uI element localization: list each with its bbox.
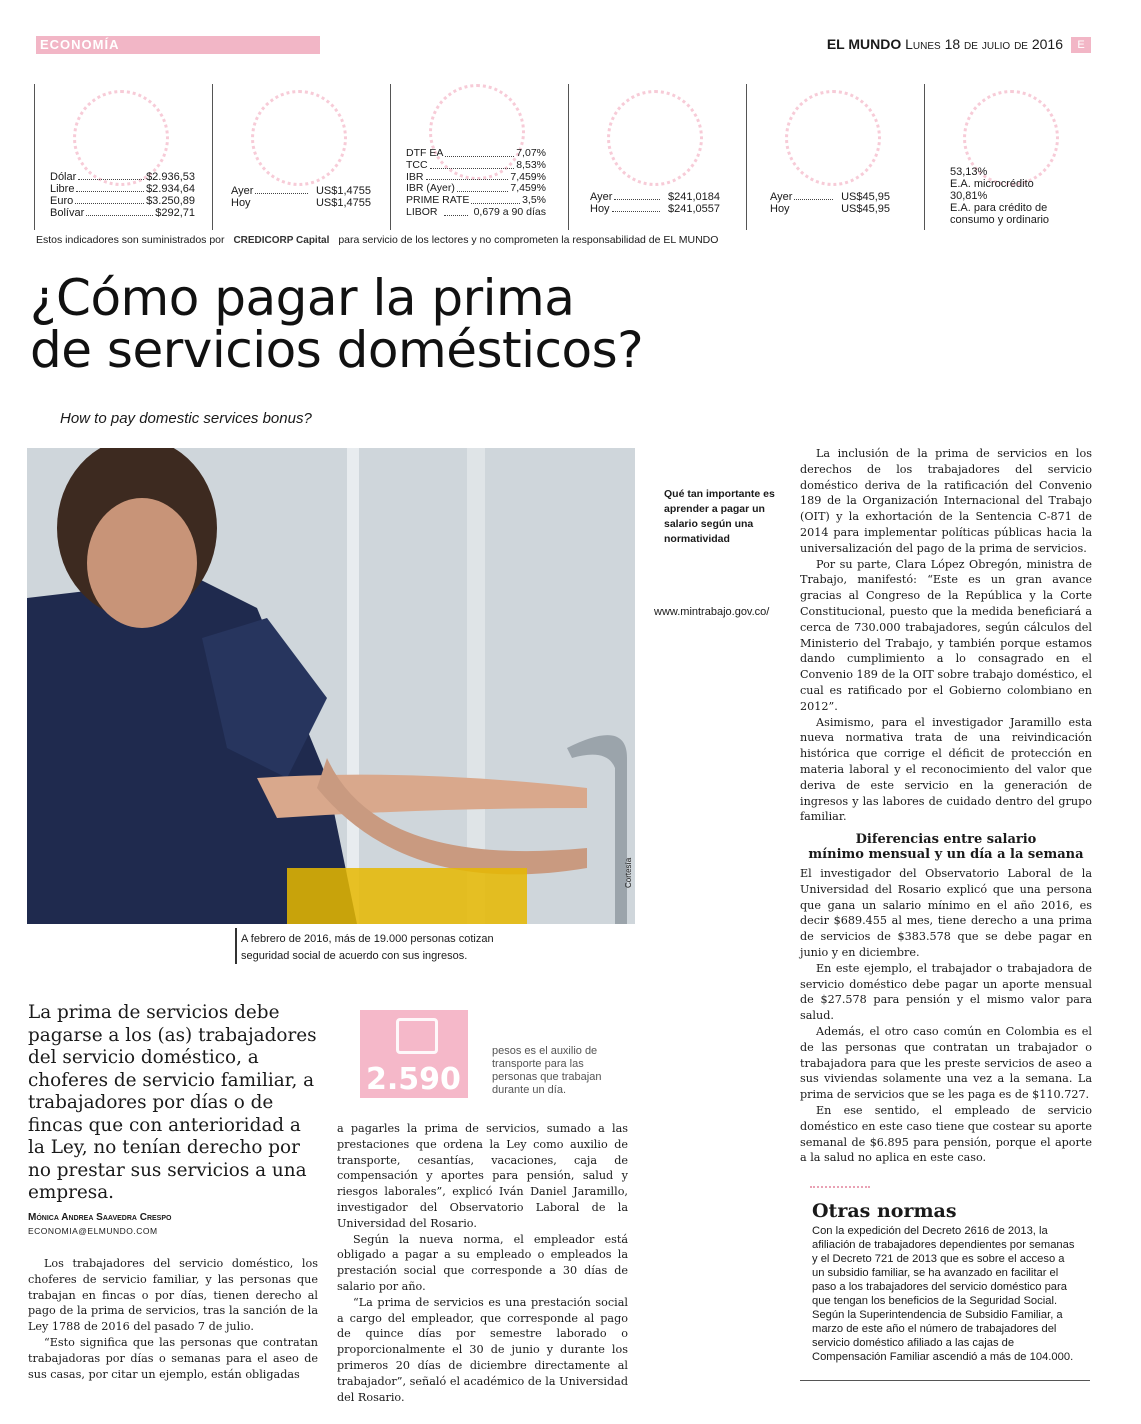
usury-rates: 53,13% E.A. microcrédito 30,81% E.A. para crédito de consumo y ordinario <box>950 166 1050 226</box>
body-column-2: a pagarles la prima de servicios, sumado a las prestaciones que ordena la Ley como auxilio de transporte, cesantías, vacaciones, caja de compensación y aportes para pensión, salud y riesgos laborales”, explicó Iván Daniel Jaramillo, investigador del Observatorio Laboral de la Universidad del Rosario. Según la nueva norma, el empleador está obligado a pagar a su empleado o empleados la prestación social que corresponde a 30 días de salario por año. “La prima de servicios es una prestación social a cargo del empleador, que corresponde al pago de quince días por semestre laborado o proporcionalmente el 30 de junio y durante los primeros 20 días de diciembre directamente al trabajador”, señaló el académico de la Universidad del Rosario. <box>337 1122 628 1404</box>
indicator-row: Dólar $2.936,53 <box>50 171 195 183</box>
stat-value: 2.590 <box>366 1062 461 1097</box>
indicator-row: LIBOR 0,679 a 90 días <box>406 205 546 218</box>
author-byline: Mónica Andrea Saavedra Crespo <box>28 1212 172 1223</box>
indicator-row: IBR (Ayer) 7,459% <box>406 182 546 195</box>
indicator-row: DTF EA 7,07% <box>406 147 546 159</box>
bus-icon <box>396 1018 438 1054</box>
photo-caption: A febrero de 2016, más de 19.000 personas cotizan seguridad social de acuerdo con sus ingresos. <box>241 933 494 962</box>
indicator-row: Bolívar $292,71 <box>50 207 195 219</box>
stat-description: pesos es el auxilio de transporte para las personas que trabajan durante un día. <box>492 1045 602 1096</box>
indicator-row: Libre $2.934,64 <box>50 183 195 195</box>
photo-credit: Cortesía <box>624 857 633 888</box>
newspaper-name: EL MUNDO <box>826 36 902 52</box>
credicorp-logo: CREDICORP Capital <box>233 235 330 246</box>
source-url: www.mintrabajo.gov.co/ <box>654 606 770 618</box>
uvr-icon <box>607 90 703 186</box>
subheadline: How to pay domestic services bonus? <box>60 410 312 427</box>
indicator-row: Hoy $241,0557 <box>590 203 720 215</box>
sidebar-body: Con la expedición del Decreto 2616 de 2013, la afiliación de trabajadores dependientes por semanas y el Decreto 721 de 2013 que es sobre el acceso a un subsidio familiar, se ha avanzado en facilitar el paso a los trabajadores del servicio doméstico para que tengan los beneficios de la Seguridad Social. Según la Superintendencia de Subsidio Familiar, a marzo de este año el número de trabajadores del servicio doméstico afiliado a las cajas de Compensación Familiar ascendió a más de 104.000. <box>812 1225 1075 1363</box>
sidebar-rule <box>800 1380 1090 1381</box>
indicator-row: IBR 7,459% <box>406 170 546 183</box>
body-column-1: Los trabajadores del servicio doméstico, los choferes de servicio familiar, y las personas que trabajan en fincas o por días, tienen derecho al pago de la prima de servicios, tras la sanción de la Ley 1788 de 2016 del pasado 7 de julio. “Esto significa que las personas que contratan trabajadoras por días o semanas para el aseo de sus casas, por citar un ejemplo, están obligadas <box>28 1257 318 1381</box>
sponsor-note: Estos indicadores son suministrados por CREDICORP Capital para servicio de los lectores y no comprometen la responsabilidad de EL MUNDO <box>36 234 719 246</box>
indicator-row: Ayer US$1,4755 <box>231 185 371 197</box>
sidebar-title: Otras normas <box>812 1200 957 1222</box>
indicator-row: TCC 8,53% <box>406 158 546 171</box>
headline: ¿Cómo pagar la prima de servicios domésticos? <box>30 269 644 379</box>
caption-rule <box>235 928 237 964</box>
indicator-row: PRIME RATE 3,5% <box>406 194 546 207</box>
body-column-3: La inclusión de la prima de servicios en los derechos de los trabajadores del servicio doméstico deriva de la ratificación del Convenio 189 de la Organización Internacional del Trabajo (OIT) y la exhortación de la Sentencia C-871 de 2014 para implementar políticas públicas hacia la universalización del pago de la prima de servicios. Por su parte, Clara López Obregón, ministra de Trabajo, manifestó: “Este es un gran avance gracias al Congreso de la República y la Corte Constitucional, puesto que la medida beneficiará a cerca de 730.000 trabajadores, según cálculos del Ministerio del Trabajo, y también porque estamos dando cumplimiento a lo consagrado en el Convenio 189 de la OIT sobre trabajo doméstico, el cual es ratificado por el Gobierno colombiano en 2012”. Asimismo, para el investigador Jaramillo esta nueva normativa trata de una reivindicación histórica que corrige el déficit de protección en materia laboral y el reconocimiento del valor que deriva de este servicio en la generación de ingresos y las labores de cuidado dentro del grupo familiar. <box>800 447 1092 824</box>
decorative-dots <box>810 1186 870 1192</box>
body-column-3b: El investigador del Observatorio Laboral de la Universidad del Rosario explicó que una persona que gana un salario mínimo en el año 2016, es decir $689.455 al mes, tiene derecho a una prima de servicios de $383.578 que se debe pagar en junio y en diciembre. En este ejemplo, el trabajador o trabajadora de servicio doméstico debe pagar un aporte mensual de $27.578 para pensión y el mismo valor para salud. Además, el otro caso común en Colombia es el de las personas que contratan un trabajador o trabajadora para que les preste servicios de aseo a sus viviendas solamente una vez a la semana. La prima de servicios que se les paga es de $110.727. En ese sentido, el empleado de servicio doméstico en este caso tiene que costear su aporte semanal de $6.895 para pensión, porque el aporte a la salud no aplica en este caso. <box>800 867 1092 1165</box>
issue-date: Lunes 18 de julio de 2016 <box>905 36 1063 52</box>
section-subtitle: Diferencias entre salario mínimo mensual y un día a la semana <box>808 832 1084 862</box>
masthead <box>827 36 1063 52</box>
page-number: E <box>1071 37 1091 53</box>
article-photo <box>27 448 635 924</box>
indicator-row: Hoy US$1,4755 <box>231 197 371 209</box>
section-tag: ECONOMÍA <box>36 36 320 54</box>
indicator-row: Ayer $241,0184 <box>590 191 720 203</box>
indicator-row: Euro $3.250,89 <box>50 195 195 207</box>
oil-icon <box>785 90 881 186</box>
lead-paragraph: La prima de servicios debe pagarse a los (as) trabajadores del servicio doméstico, a choferes de servicio familiar, a trabajadores por días o de fincas que con anterioridad a la Ley, no tenían derecho por no prestar sus servicios a una empresa. <box>28 1002 317 1203</box>
side-caption: Qué tan importante es aprender a pagar un salario según una normatividad <box>664 488 775 545</box>
indicator-row: Ayer US$45,95 <box>770 191 890 203</box>
author-email: ECONOMIA@ELMUNDO.COM <box>28 1226 158 1236</box>
indicator-row: Hoy US$45,95 <box>770 203 890 215</box>
photo-illustration <box>27 448 635 924</box>
euro-dollar-icon <box>251 90 347 186</box>
